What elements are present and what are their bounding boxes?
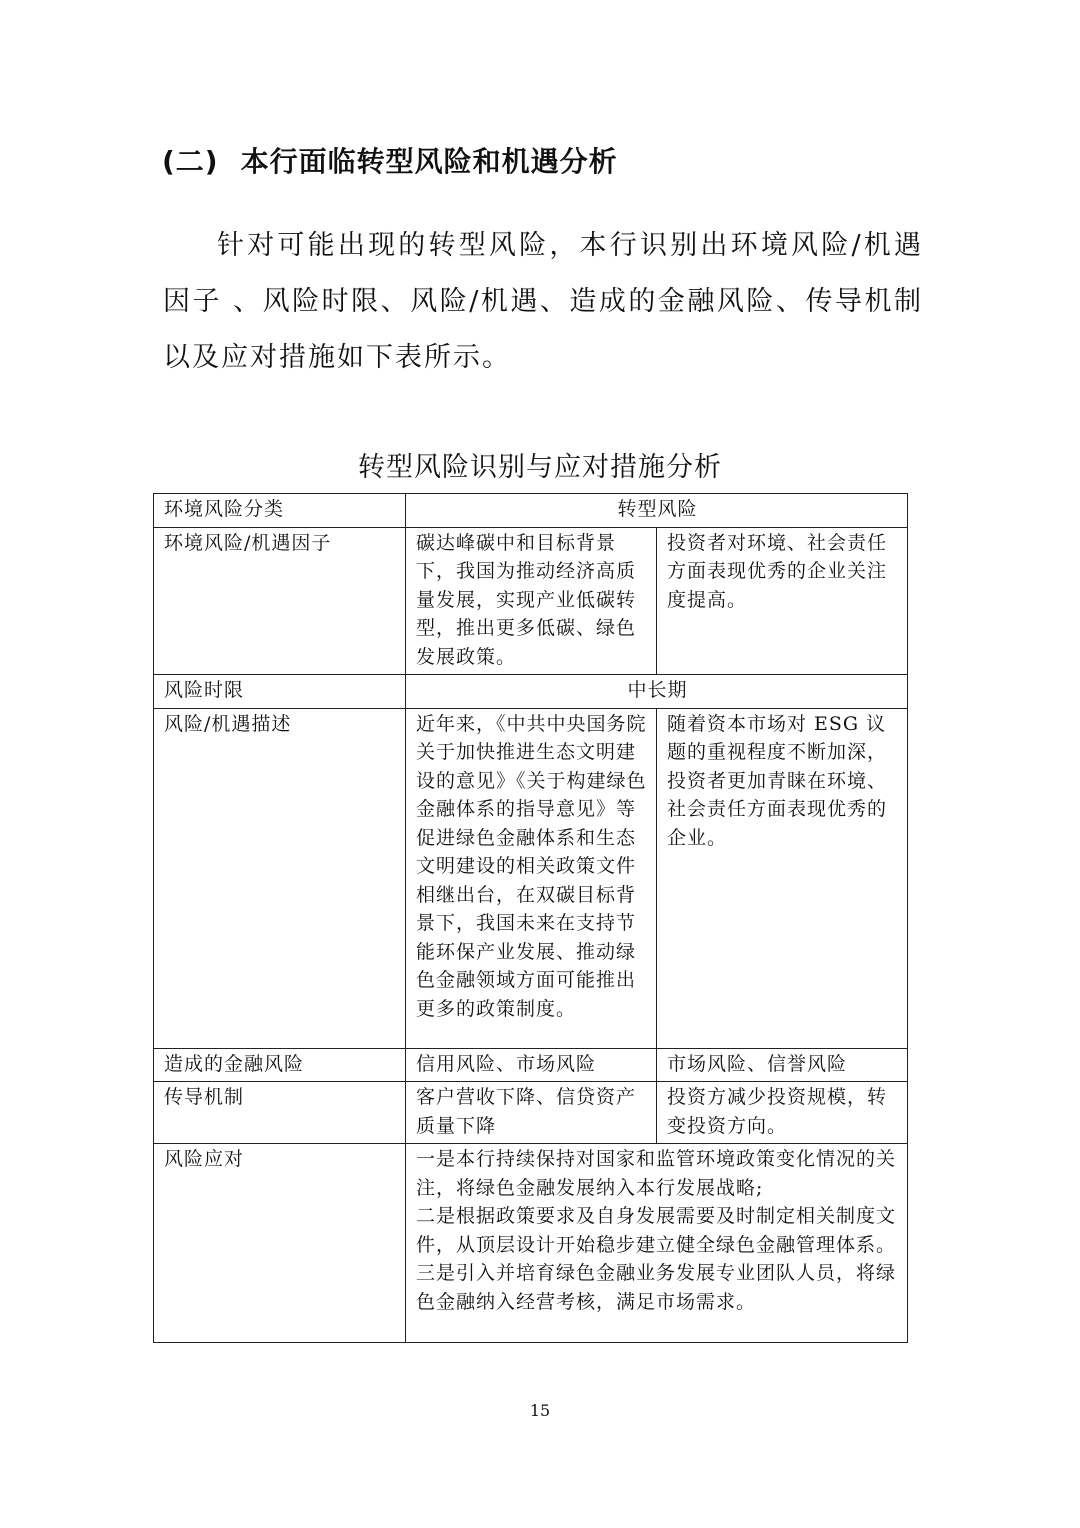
table-cell: 碳达峰碳中和目标背景下，我国为推动经济高质量发展，实现产业低碳转型，推出更多低碳、绿色发展政策。 xyxy=(406,527,657,675)
table-row xyxy=(154,708,908,1048)
table-cell: 客户营收下降、信贷资产质量下降 xyxy=(406,1082,657,1144)
table-cell: 市场风险、信誉风险 xyxy=(657,1048,908,1082)
intro-paragraph: 针对可能出现的转型风险，本行识别出环境风险/机遇因子 、风险时限、风险/机遇、造成的金融风险、传导机制以及应对措施如下表所示。 xyxy=(163,230,923,373)
table-row xyxy=(154,675,908,709)
table-cell: 随着资本市场对 ESG 议题的重视程度不断加深，投资者更加青睐在环境、社会责任方面表现优秀的企业。 xyxy=(657,708,908,1048)
row-label: 风险/机遇描述 xyxy=(154,708,406,1048)
table-cell: 近年来，《中共中央国务院关于加快推进生态文明建设的意见》《关于构建绿色金融体系的指导意见》等促进绿色金融体系和生态文明建设的相关政策文件相继出台，在双碳目标背景下，我国未来在支持节能环保产业发展、推动绿色金融领域方面可能推出更多的政策制度。 xyxy=(406,708,657,1048)
table-caption: 转型风险识别与应对措施分析 xyxy=(358,452,722,483)
table-row xyxy=(154,1048,908,1082)
section-title: 本行面临转型风险和机遇分析 xyxy=(240,145,618,178)
response-item: 二是根据政策要求及自身发展需要及时制定相关制度文件，从顶层设计开始稳步建立健全绿色金融管理体系。 xyxy=(416,1205,897,1256)
table-cell xyxy=(406,1144,908,1343)
row-label: 造成的金融风险 xyxy=(154,1048,406,1082)
row-label: 环境风险分类 xyxy=(154,494,406,528)
section-heading xyxy=(162,140,618,180)
table-cell: 投资方减少投资规模，转变投资方向。 xyxy=(657,1082,908,1144)
row-label: 风险应对 xyxy=(154,1144,406,1343)
response-item: 三是引入并培育绿色金融业务发展专业团队人员，将绿色金融纳入经营考核，满足市场需求。 xyxy=(416,1262,897,1313)
table-row xyxy=(154,1144,908,1343)
page-number: 15 xyxy=(529,1401,551,1420)
table-cell: 投资者对环境、社会责任方面表现优秀的企业关注度提高。 xyxy=(657,527,908,675)
section-number: (二) xyxy=(162,145,219,178)
row-label: 传导机制 xyxy=(154,1082,406,1144)
row-label: 环境风险/机遇因子 xyxy=(154,527,406,675)
table-row xyxy=(154,494,908,528)
table-cell: 转型风险 xyxy=(406,494,908,528)
table-row xyxy=(154,1082,908,1144)
row-label: 风险时限 xyxy=(154,675,406,709)
table-row xyxy=(154,527,908,675)
table-cell: 信用风险、市场风险 xyxy=(406,1048,657,1082)
table-cell: 中长期 xyxy=(406,675,908,709)
transition-risk-table xyxy=(153,493,908,1343)
response-item: 一是本行持续保持对国家和监管环境政策变化情况的关注，将绿色金融发展纳入本行发展战略; xyxy=(416,1148,897,1199)
